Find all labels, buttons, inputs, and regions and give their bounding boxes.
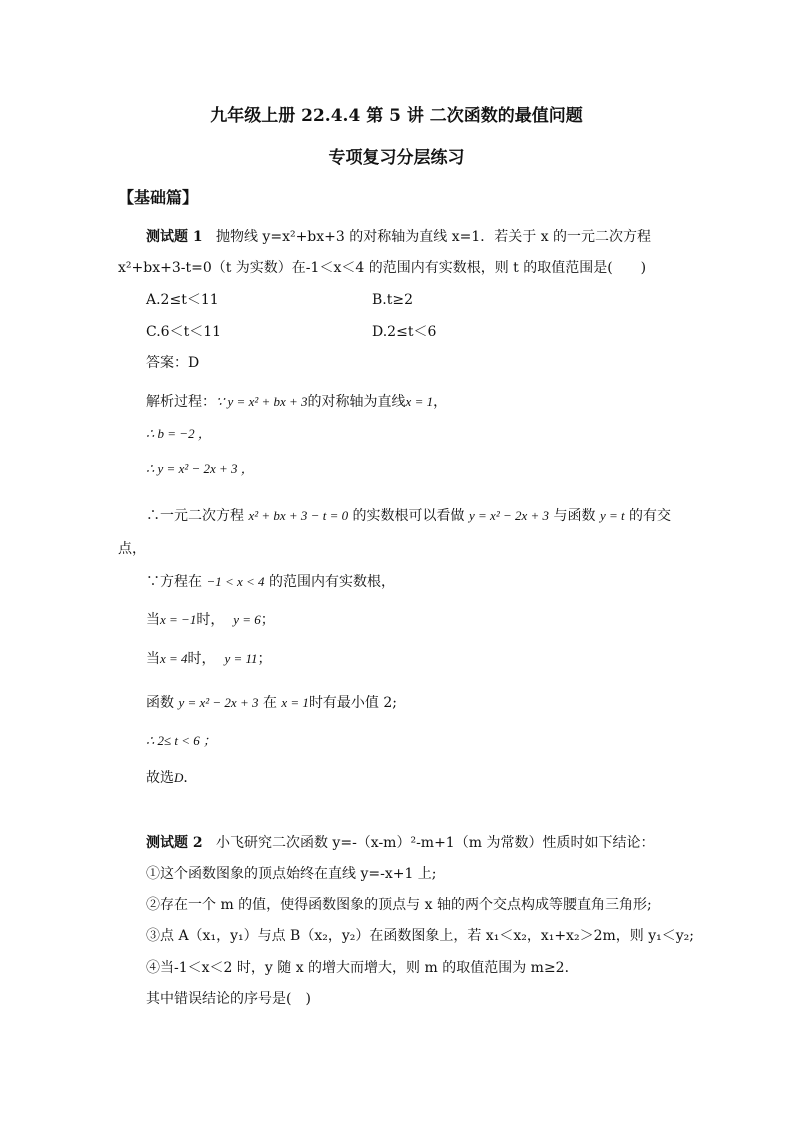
q2-stem	[146, 833, 654, 853]
solution-text: 时有最小值 2;	[308, 695, 398, 711]
math-expression: y = x² − 2x + 3	[469, 508, 550, 523]
solution-prefix: 解析过程：	[146, 394, 216, 410]
q1-option-b: B.t≥2	[372, 292, 414, 308]
solution-text: ∴一元二次方程	[146, 508, 244, 524]
math-expression: x = 1	[281, 695, 309, 710]
solution-text: ；	[260, 612, 275, 628]
q2-item-4: ④当-1＜x＜2 时，y 随 x 的增大而增大，则 m 的取值范围为 m≥2．	[146, 960, 579, 976]
q1-option-a: A.2≤t＜11	[146, 292, 219, 308]
solution-line-11	[146, 768, 197, 788]
math-expression: D	[174, 770, 184, 785]
q2-question: 其中错误结论的序号是( )	[146, 991, 311, 1007]
solution-line-9	[146, 693, 397, 713]
q1-option-d: D.2≤t＜6	[372, 324, 437, 340]
solution-line-6	[146, 572, 395, 592]
math-expression: y = 6	[233, 612, 261, 627]
solution-text: ．	[183, 770, 198, 786]
solution-text: 的对称轴为直线	[307, 394, 406, 410]
math-expression: y = 11	[224, 651, 258, 666]
document-title: 九年级上册 22.4.4 第 5 讲 二次函数的最值问题	[210, 106, 583, 126]
math-expression: x² + bx + 3 − t = 0	[248, 508, 349, 523]
solution-text: 当	[146, 651, 160, 667]
q1-option-c: C.6＜t＜11	[146, 324, 222, 340]
document-subtitle: 专项复习分层练习	[328, 148, 465, 168]
q2-item-2: ②存在一个 m 的值，使得函数图象的顶点与 x 轴的两个交点构成等腰直角三角形;	[146, 897, 652, 913]
q2-stem-text: 小飞研究二次函数 y=-（x-m）²-m+1（m 为常数）性质时如下结论：	[215, 835, 655, 851]
solution-text: 当	[146, 612, 160, 628]
q2-label: 测试题 2	[146, 835, 203, 851]
q2-item-3: ③点 A（x₁，y₁）与点 B（x₂，y₂）在函数图象上，若 x₁＜x₂，x₁+x₂＞2m，则 y₁＜y₂;	[146, 928, 694, 944]
solution-text: 的有交	[629, 508, 672, 524]
math-expression: ∵ y = x² + bx + 3	[216, 394, 308, 409]
solution-text: 故选	[146, 770, 174, 786]
q1-stem-line2: x²+bx+3-t=0（t 为实数）在-1＜x＜4 的范围内有实数根，则 t 的取值范围是( )	[118, 260, 647, 276]
solution-line-1	[146, 392, 447, 412]
solution-text: 在	[262, 695, 277, 711]
solution-line-2: ∴ b = −2 ，	[146, 426, 211, 441]
q1-answer: 答案：D	[146, 355, 200, 371]
math-expression: y = x² − 2x + 3	[178, 695, 259, 710]
math-expression: x = 1	[405, 394, 434, 409]
solution-text: 的范围内有实数根，	[269, 574, 395, 590]
math-expression: x = −1	[160, 612, 197, 627]
q1-stem-line1	[146, 227, 651, 247]
solution-text: ∵方程在	[146, 574, 202, 590]
solution-text: 的实数根可以看做	[352, 508, 465, 524]
solution-line-8	[146, 649, 272, 669]
solution-line-4	[146, 506, 671, 526]
math-expression: −1 < x < 4	[206, 574, 265, 589]
solution-text: 与函数	[553, 508, 596, 524]
solution-line-10: ∴ 2≤ t < 6 ；	[146, 733, 217, 748]
solution-text: ；	[257, 651, 272, 667]
solution-text: 函数	[146, 695, 174, 711]
q1-label: 测试题 1	[146, 229, 203, 245]
math-expression: y = t	[599, 508, 625, 523]
solution-text: 时，	[187, 651, 216, 667]
math-expression: x = 4	[160, 651, 188, 666]
solution-line-5: 点，	[118, 541, 146, 557]
q2-item-1: ①这个函数图象的顶点始终在直线 y=-x+1 上;	[146, 866, 437, 882]
solution-line-3: ∴ y = x² − 2x + 3 ，	[146, 461, 254, 476]
solution-line-7	[146, 610, 275, 630]
solution-text: 时，	[196, 612, 225, 628]
solution-text: ，	[433, 394, 448, 410]
section-heading: 【基础篇】	[118, 188, 199, 207]
q1-stem-text1: 抛物线 y=x²+bx+3 的对称轴为直线 x=1．若关于 x 的一元二次方程	[215, 229, 652, 245]
